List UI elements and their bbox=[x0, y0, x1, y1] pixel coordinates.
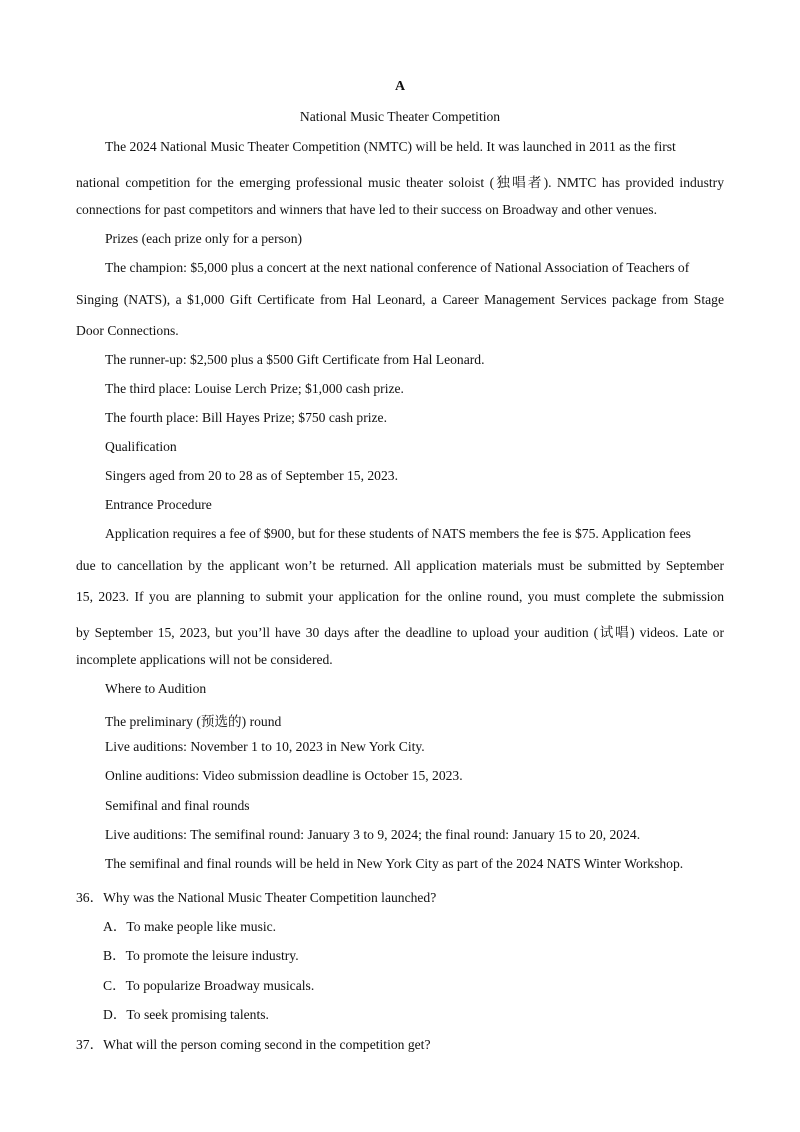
champion-line-3: Door Connections. bbox=[76, 323, 179, 338]
entrance-line-4: by September 15, 2023, but you’ll have 30 days after the deadline to upload your audition (试唱) videos. Late or bbox=[76, 625, 724, 640]
question-36-option-c: C．To popularize Broadway musicals. bbox=[103, 978, 315, 993]
question-37-stem: 37．What will the person coming second in the competition get? bbox=[76, 1037, 431, 1052]
intro-line-2: national competition for the emerging professional music theater soloist (独唱者). NMTC has provided industry bbox=[76, 175, 724, 190]
intro-line-1: The 2024 National Music Theater Competition (NMTC) will be held. It was launched in 2011 as the first bbox=[105, 139, 676, 154]
entrance-line-2: due to cancellation by the applicant won’t be returned. All application materials must be submitted by September bbox=[76, 558, 724, 573]
semifinal-heading: Semifinal and final rounds bbox=[105, 798, 250, 813]
question-36-option-d: D．To seek promising talents. bbox=[103, 1007, 269, 1022]
prizes-heading: Prizes (each prize only for a person) bbox=[105, 231, 303, 246]
audition-heading: Where to Audition bbox=[105, 681, 207, 696]
semifinal-live: Live auditions: The semifinal round: January 3 to 9, 2024; the final round: January 15 to 20, 2024. bbox=[105, 827, 641, 842]
third-place-prize: The third place: Louise Lerch Prize; $1,000 cash prize. bbox=[105, 381, 404, 396]
preliminary-heading: The preliminary (预选的) round bbox=[105, 714, 282, 729]
entrance-line-3: 15, 2023. If you are planning to submit your application for the online round, you must complete the submission bbox=[76, 589, 724, 604]
qualification-heading: Qualification bbox=[105, 439, 177, 454]
champion-line-1: The champion: $5,000 plus a concert at the next national conference of National Association of Teachers of bbox=[105, 260, 690, 275]
champion-line-2: Singing (NATS), a $1,000 Gift Certificate from Hal Leonard, a Career Management Services package from Stage bbox=[76, 292, 724, 307]
entrance-heading: Entrance Procedure bbox=[105, 497, 212, 512]
preliminary-live: Live auditions: November 1 to 10, 2023 in New York City. bbox=[105, 739, 425, 754]
entrance-line-1: Application requires a fee of $900, but for these students of NATS members the fee is $75. Application fees bbox=[105, 526, 691, 541]
question-36-option-b: B．To promote the leisure industry. bbox=[103, 948, 299, 963]
fourth-place-prize: The fourth place: Bill Hayes Prize; $750 cash prize. bbox=[105, 410, 387, 425]
passage-title: National Music Theater Competition bbox=[299, 109, 501, 124]
qualification-text: Singers aged from 20 to 28 as of September 15, 2023. bbox=[105, 468, 398, 483]
intro-line-3: connections for past competitors and winners that have led to their success on Broadway and other venues. bbox=[76, 202, 657, 217]
semifinal-note: The semifinal and final rounds will be held in New York City as part of the 2024 NATS Winter Workshop. bbox=[105, 856, 684, 871]
question-36-stem: 36．Why was the National Music Theater Competition launched? bbox=[76, 890, 437, 905]
preliminary-online: Online auditions: Video submission deadline is October 15, 2023. bbox=[105, 768, 463, 783]
question-36-option-a: A．To make people like music. bbox=[103, 919, 277, 934]
section-letter: A bbox=[394, 79, 406, 94]
runner-up-prize: The runner-up: $2,500 plus a $500 Gift Certificate from Hal Leonard. bbox=[105, 352, 485, 367]
entrance-line-5: incomplete applications will not be considered. bbox=[76, 652, 333, 667]
